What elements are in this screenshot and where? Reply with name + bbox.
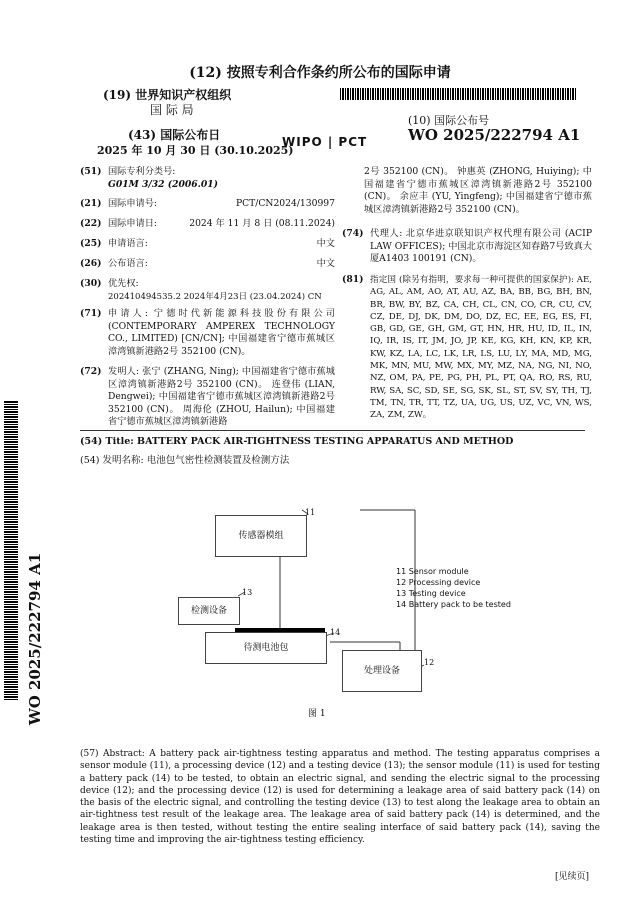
barcode-icon	[340, 88, 576, 100]
field-30-value: 202410494535.2 2024年4月23日 (23.04.2024) CN	[108, 291, 322, 302]
legend-item: 13 Testing device	[396, 589, 466, 598]
field-30-label: 优先权:	[108, 278, 139, 289]
label-12: 12	[424, 658, 435, 667]
label-11: 11	[305, 508, 316, 517]
field-22-value: 2024 年 11 月 8 日 (08.11.2024)	[189, 218, 335, 229]
publication-number: WO 2025/222794 A1	[408, 126, 581, 144]
organization-name: (19) 世界知识产权组织	[103, 88, 232, 102]
legend-item: 11 Sensor module	[396, 567, 469, 576]
field-25-label: 申请语言:	[108, 238, 148, 249]
field-74-text: 代理人: 北京华进京联知识产权代理有限公司 (ACIP LAW OFFICES); 中国北京市海淀区知春路7号致真大厦A1403 100191 (CN)。	[370, 228, 592, 264]
field-26-value: 中文	[316, 258, 335, 269]
field-22-label: 国际申请日:	[108, 218, 158, 229]
field-51-value: G01M 3/32 (2006.01)	[108, 178, 218, 190]
label-14: 14	[330, 628, 341, 637]
side-publication-number: WO 2025/222794 A1	[26, 552, 44, 726]
battery-pack-box: 待测电池包	[205, 632, 327, 664]
inventors-continued: 2号 352100 (CN)。 钟惠英 (ZHONG, Huiying); 中国福建省宁德市蕉城区漳湾镇新港路2号 352100 (CN)。 余应丰 (YU, Yingfeng); 中国福建省宁德市蕉城区漳湾镇新港路2号 352100 (CN)。	[364, 166, 592, 215]
publication-date: 2025 年 10 月 30 日 (30.10.2025)	[97, 144, 294, 157]
field-71-code: (71)	[80, 308, 102, 319]
figure-legend	[396, 566, 511, 610]
sensor-module-box: 传感器模组	[215, 515, 307, 557]
title-chinese: (54) 发明名称: 电池包气密性检测装置及检测方法	[80, 455, 290, 466]
field-74-code: (74)	[342, 228, 364, 239]
field-51-label: 国际专利分类号:	[108, 166, 176, 177]
field-81-code: (81)	[342, 274, 364, 285]
separator-line	[80, 430, 585, 431]
field-72-code: (72)	[80, 366, 102, 377]
field-21-value: PCT/CN2024/130997	[235, 198, 335, 209]
field-25-code: (25)	[80, 238, 102, 249]
field-25-value: 中文	[316, 238, 335, 249]
wipo-logo: WIPO | PCT	[282, 135, 368, 149]
right-column	[342, 166, 592, 428]
left-column	[80, 166, 335, 428]
legend-item: 12 Processing device	[396, 578, 481, 587]
field-26-code: (26)	[80, 258, 102, 269]
document-title: (12) 按照专利合作条约所公布的国际申请	[189, 65, 451, 81]
publication-number-label: (10) 国际公布号	[408, 114, 490, 127]
field-51-code: (51)	[80, 166, 102, 177]
processing-device-box: 处理设备	[342, 650, 422, 692]
continued-label: [见续页]	[555, 872, 590, 882]
field-81-text: 指定国 (除另有指明，要求每一种可提供的国家保护): AE, AG, AL, AM, AO, AT, AU, AZ, BA, BB, BG, BH, BN, BR, BW, BY, BZ, CA, CH, CL, CN, CO, CR, CU, CV, CZ, DE, DJ, DK, DM, DO, DZ, EC, EE, EG, ES, FI, GB, GD, GE, GH, GM, GT, HN, HR, HU, ID, IL, IN, IQ, IR, IS, IT, JM, JO, JP, KE, KG, KH, KN, KP, KR, KW, KZ, LA, LC, LK, LR, LS, LU, LY, MA, MD, MG, MK, MN, MU, MW, MX, MY, MZ, NA, NG, NI, NO, NZ, OM, PA, PE, PG, PH, PL, PT, QA, RO, RS, RU, RW, SA, SC, SD, SE, SG, SK, SL, ST, SV, SY, TH, TJ, TM, TN, TR, TT, TZ, UA, UG, US, UZ, VC, VN, WS, ZA, ZM, ZW。	[370, 275, 592, 421]
title-english: (54) Title: BATTERY PACK AIR-TIGHTNESS TESTING APPARATUS AND METHOD	[80, 436, 514, 447]
field-22-code: (22)	[80, 218, 102, 229]
testing-device-box: 检测设备	[178, 597, 240, 625]
figure-caption: 图 1	[308, 709, 326, 719]
field-72-text: 发明人: 张宁 (ZHANG, Ning); 中国福建省宁德市蕉城区漳湾镇新港路2号 352100 (CN)。 连登伟 (LIAN, Dengwei); 中国福建省宁德市蕉城区漳湾镇新港路2号 352100 (CN)。 周海伦 (ZHOU, Hailun); 中国福建省宁德市蕉城区漳湾镇新港路	[108, 366, 335, 427]
publication-date-label: (43) 国际公布日	[128, 128, 221, 142]
bureau-name: 国 际 局	[150, 103, 194, 117]
field-21-code: (21)	[80, 198, 102, 209]
abstract-text: (57) Abstract: A battery pack air-tightness testing apparatus and method. The testing apparatus comprises a sensor module (11), a processing device (12) and a testing device (13); the sensor module (11) is used for testing a battery pack (14) to be tested, to obtain an electric signal, and sending the electric signal to the processing device (12); and the processing device (12) is used for determining a leakage area of said battery pack (14) on the basis of the electric signal, and controlling the testing device (13) to test along the leakage area to obtain an air-tightness test result of the leakage area. The leakage area of said battery pack (14) is determined, and the leakage area is then tested, without testing the entire sealing interface of said battery pack (14), saving the testing time and improving the air-tightness testing efficiency.	[80, 749, 600, 846]
field-71-text: 申请人: 宁德时代新能源科技股份有限公司 (CONTEMPORARY AMPEREX TECHNOLOGY CO., LIMITED) [CN/CN]; 中国福建省宁德市蕉城区漳湾镇新港路2号 352100 (CN)。	[108, 308, 335, 357]
label-13: 13	[242, 588, 253, 597]
side-barcode-icon	[4, 400, 18, 700]
field-30-code: (30)	[80, 278, 102, 289]
field-21-label: 国际申请号:	[108, 198, 158, 209]
field-26-label: 公布语言:	[108, 258, 148, 269]
legend-item: 14 Battery pack to be tested	[396, 600, 511, 609]
